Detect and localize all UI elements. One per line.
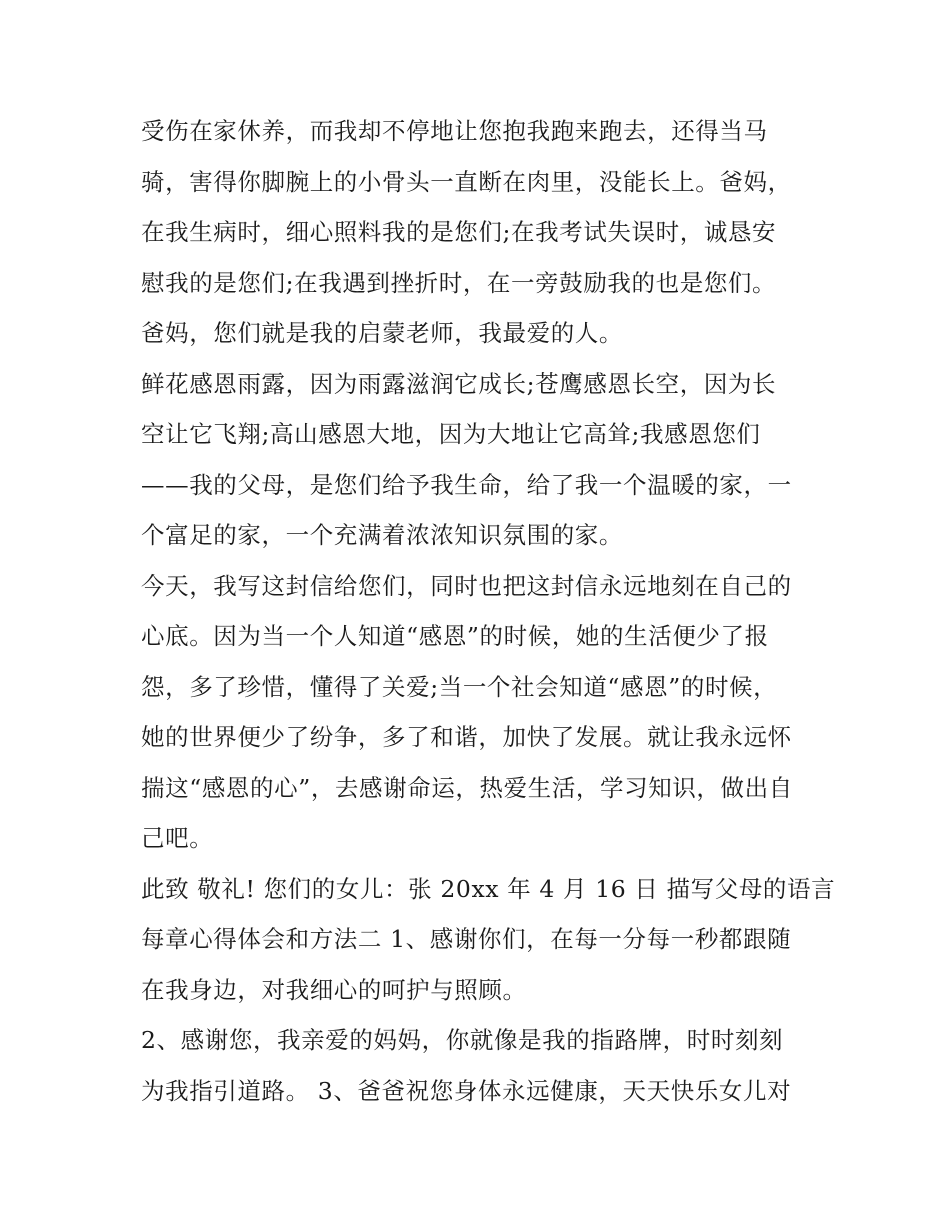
text-line: 今天，我写这封信给您们，同时也把这封信永远地刻在自己的 [141,571,792,600]
text-line: 鲜花感恩雨露，因为雨露滋润它成长;苍鹰感恩长空，因为长 [141,369,777,398]
text-line: 在我身边，对我细心的呵护与照顾。 [141,975,527,1004]
text-line: 2、感谢您，我亲爱的妈妈，你就像是我的指路牌，时时刻刻 [141,1026,784,1054]
paragraph-injury [141,106,821,359]
text-line: 她的世界便少了纷争，多了和谐，加快了发展。就让我永远怀 [141,723,792,751]
text-line: 己吧。 [141,824,214,852]
paragraph-letter [141,561,821,864]
document-body [141,106,836,1116]
text-line: 此致 敬礼! 您们的女儿：张 20xx 年 4 月 16 日 描写父母的语言 [141,874,836,903]
paragraph-thanks [141,1015,821,1116]
text-line: 爸妈，您们就是我的启蒙老师，我最爱的人。 [141,319,623,347]
text-line: 空让它飞翔;高山感恩大地，因为大地让它高耸;我感恩您们 [141,420,761,448]
text-line: 每章心得体会和方法二 1、感谢你们，在每一分每一秒都跟随 [141,925,792,953]
text-line: 在我生病时，细心照料我的是您们;在我考试失误时，诚恳安 [141,218,777,246]
text-line: 慰我的是您们;在我遇到挫折时，在一旁鼓励我的也是您们。 [141,268,777,297]
text-line: 受伤在家休养，而我却不停地让您抱我跑来跑去，还得当马 [141,117,768,145]
text-line: ——我的父母，是您们给予我生命，给了我一个温暖的家，一 [141,470,792,499]
text-line: 骑，害得你脚腕上的小骨头一直断在肉里，没能长上。爸妈， [141,167,792,196]
text-line: 为我指引道路。 3、爸爸祝您身体永远健康，天天快乐女儿对 [141,1076,792,1105]
paragraph-gratitude [141,359,821,561]
text-line: 个富足的家，一个充满着浓浓知识氛围的家。 [141,521,623,549]
paragraph-closing [141,864,836,1016]
text-line: 怨，多了珍惜，懂得了关爱;当一个社会知道“感恩”的时候， [141,672,778,701]
text-line: 揣这“感恩的心”，去感谢命运，热爱生活，学习知识，做出自 [141,773,793,802]
text-line: 心底。因为当一个人知道“感恩”的时候，她的生活便少了报 [141,622,769,650]
